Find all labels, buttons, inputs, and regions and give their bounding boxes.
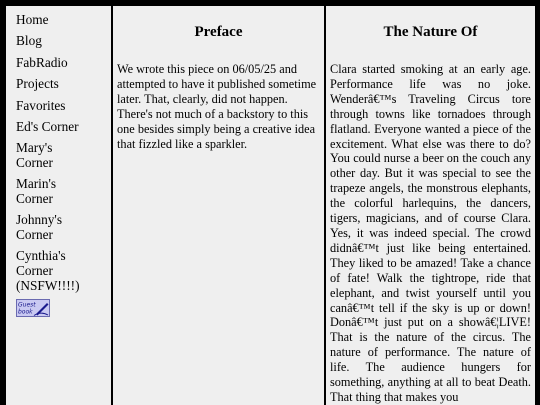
sidebar-nav <box>6 6 111 405</box>
nav-link-favorites[interactable]: Favorites <box>16 97 66 113</box>
nav-link-blog[interactable]: Blog <box>16 33 42 49</box>
nav-link-cynthias-corner[interactable]: Cynthia's Corner (NSFW!!!!) <box>16 248 80 294</box>
nav-link-projects[interactable]: Projects <box>16 76 59 92</box>
nav-link-johnnys-corner[interactable]: Johnny's Corner <box>16 212 62 243</box>
story-panel <box>326 6 535 405</box>
nav-link-home[interactable]: Home <box>16 12 49 27</box>
story-text: Clara started smoking at an early age. Performance life was no joke. Wenderâ€™s Traveling Circus tore through towns like tornadoes through flatland. Everyone wanted a piece of the excitement. What else was there to do? You could nurse a beer on the couch any other day. But it was special to see the trapeze angels, the monstrous elephants, the colorful harlequins, the dancers, tigers, magicians, and of course Clara. Yes, it was indeed special. The crowd didnâ€™t just like being entertained. They liked to be amazed! Take a chance of fate! Walk the tightrope, ride that elephant, and twist yourself until you canâ€™t tell if the sky is up or down! Donâ€™t just put on a showâ€¦LIVE! That is the nature of the circus. The nature of performance. The nature of life. The audience hungers for something, anything at all to beat Death. That thing that makes you <box>330 62 531 404</box>
nav-link-marins-corner[interactable]: Marin's Corner <box>16 176 57 207</box>
preface-panel <box>113 6 324 405</box>
preface-text: We wrote this piece on 06/05/25 and attempted to have it published sometime later. That, clearly, did not happen. There's not much of a backstory to this one besides simply being a creative idea that fizzled like a sparkler. <box>117 62 317 151</box>
nav-link-eds-corner[interactable]: Ed's Corner <box>16 118 79 134</box>
guestbook-label-top: Guest <box>18 301 36 309</box>
nav-link-fabradio[interactable]: FabRadio <box>16 54 68 70</box>
guestbook-label-bottom: book <box>18 308 33 316</box>
guestbook-icon[interactable] <box>16 299 50 317</box>
nav-link-marys-corner[interactable]: Mary's Corner <box>16 140 53 171</box>
story-title: The Nature Of <box>383 24 478 40</box>
preface-title: Preface <box>194 24 243 40</box>
